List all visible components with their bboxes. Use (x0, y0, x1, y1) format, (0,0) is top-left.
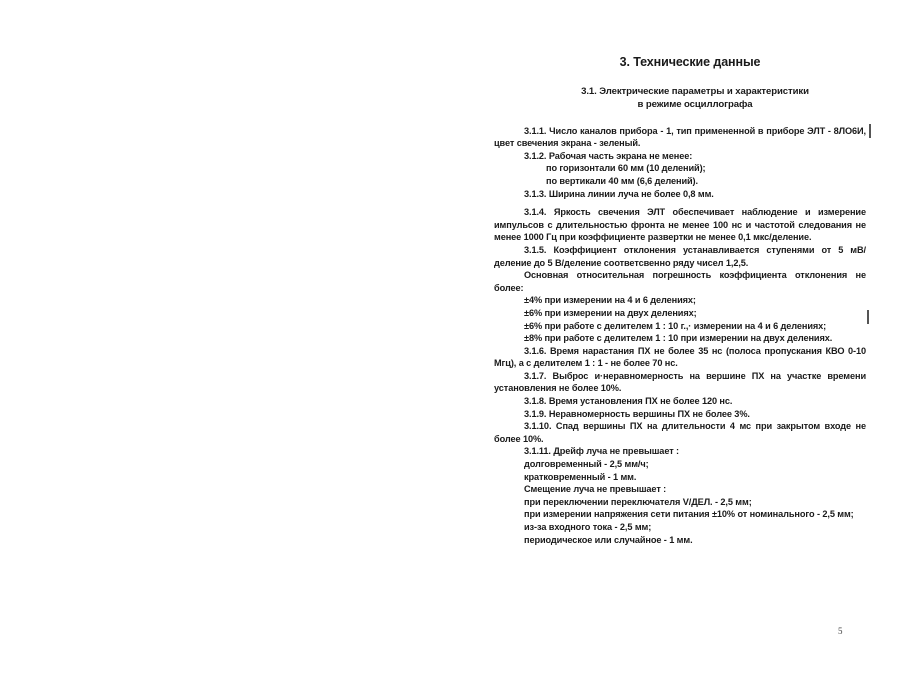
paragraph-error-8pct: ±8% при работе с делителем 1 : 10 при измерении на двух делениях. (524, 333, 833, 344)
paragraph-offset-periodic: периодическое или случайное - 1 мм. (524, 534, 693, 545)
paragraph-3-1-2: 3.1.2. Рабочая часть экрана не менее: (524, 150, 693, 161)
page-number: 5 (838, 626, 843, 636)
paragraph-3-1-10: 3.1.10. Спад вершины ПХ на длительности 4 мс при закрытом входе не более 10%. (494, 421, 866, 444)
paragraph-3-1-9: 3.1.9. Неравномерность вершины ПХ не более 3%. (524, 408, 750, 419)
paragraph-error-6pct-two: ±6% при измерении на двух делениях; (524, 307, 697, 318)
paragraph-error-6pct-divider: ±6% при работе с делителем 1 : 10 г.,· измерении на 4 и 6 делениях; (524, 320, 827, 331)
paragraph-horizontal: по горизонтали 60 мм (10 делений); (546, 163, 706, 174)
paragraph-offset-intro: Смещение луча не превышает : (524, 484, 667, 495)
paragraph-3-1-6: 3.1.6. Время нарастания ПХ не более 35 нс (полоса пропускания КВО 0-10 Мгц), а с делителем 1 : 1 - не более 70 нс. (494, 345, 866, 369)
subsection-title-line-1: 3.1. Электрические параметры и характеристики (581, 85, 809, 97)
paragraph-offset-switch: при переключении переключателя V/ДЕЛ. - 2,5 мм; (524, 496, 752, 507)
paragraph-offset-input-current: из-за входного тока - 2,5 мм; (524, 522, 652, 532)
subsection-title-line-2: в режиме осциллографа (637, 98, 753, 110)
paragraph-error-intro: Основная относительная погрешность коэффициента отклонения не более: (494, 270, 866, 293)
paragraph-3-1-7: 3.1.7. Выброс и·неравномерность на вершине ПХ на участке времени установления не более 10%. (494, 370, 866, 394)
scan-artifact-mark (869, 124, 871, 138)
scan-artifact-mark (867, 310, 869, 324)
paragraph-vertical: по вертикали 40 мм (6,6 делений). (546, 175, 698, 186)
paragraph-error-4pct: ±4% при измерении на 4 и 6 делениях; (524, 295, 696, 306)
section-title: 3. Технические данные (619, 55, 761, 69)
paragraph-3-1-5: 3.1.5. Коэффициент отклонения устанавливается ступенями от 5 мВ/деление до 5 В/деление соответсвенно ряду чисел 1,2,5. (494, 244, 866, 268)
paragraph-drift-short: кратковременный - 1 мм. (524, 471, 637, 482)
paragraph-3-1-11: 3.1.11. Дрейф луча не превышает : (524, 446, 680, 457)
paragraph-3-1-3: 3.1.3. Ширина линии луча не более 0,8 мм. (524, 188, 714, 199)
paragraph-offset-mains: при измерении напряжения сети питания ±10% от номинального - 2,5 мм; (524, 509, 854, 520)
paragraph-3-1-1: 3.1.1. Число каналов прибора - 1, тип примененной в приборе ЭЛТ - 8ЛО6И, цвет свечения экрана - зеленый. (494, 125, 866, 149)
paragraph-drift-long: долговременный - 2,5 мм/ч; (524, 459, 649, 470)
paragraph-3-1-8: 3.1.8. Время установления ПХ не более 120 нс. (524, 396, 733, 407)
text-column (494, 56, 866, 546)
paragraph-3-1-4: 3.1.4. Яркость свечения ЭЛТ обеспечивает наблюдение и измерение импульсов с длительностью фронта не менее 100 нс и частотой следования не менее 1000 Гц при коэффициенте развертки не менее 0,1 мкс/деление. (494, 207, 866, 243)
subsection-title (494, 85, 866, 111)
